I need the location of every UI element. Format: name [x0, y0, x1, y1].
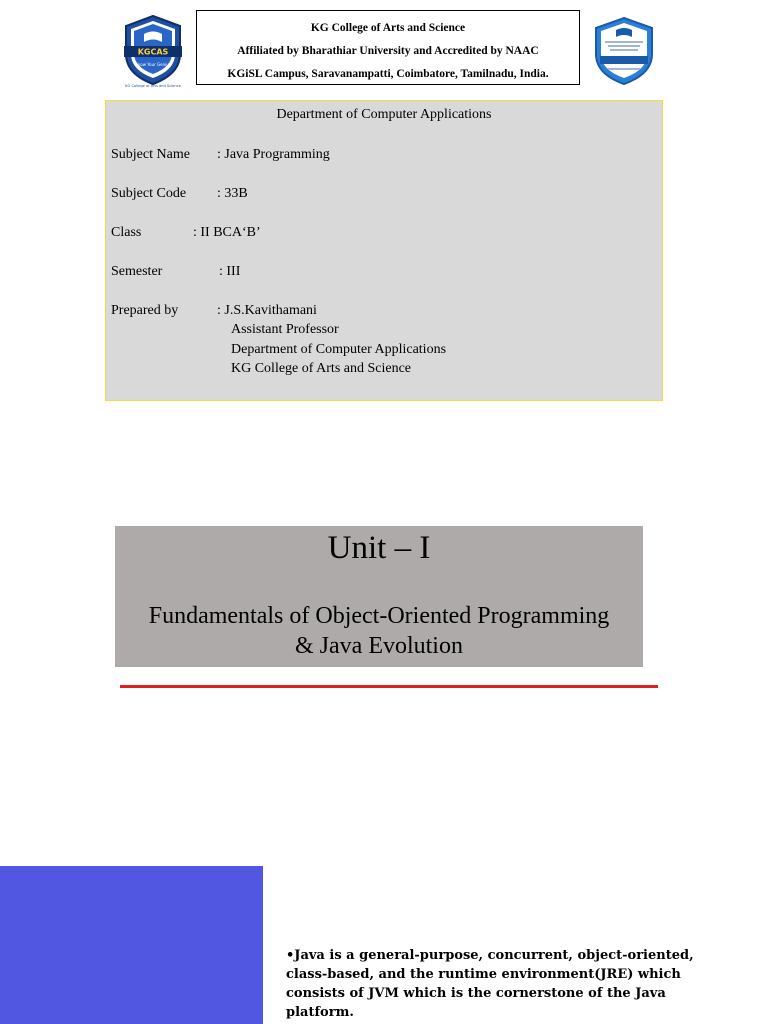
- semester-label: Semester: [111, 264, 163, 279]
- unit-subtitle-line1: Fundamentals of Object-Oriented Programming: [148, 603, 610, 629]
- college-name: KG College of Arts and Science: [310, 22, 466, 34]
- department-heading: Department of Computer Applications: [276, 107, 492, 122]
- college-logo-left: [118, 14, 188, 88]
- logo-left-tagline: Know Your Genius: [135, 62, 171, 67]
- divider-rule: [120, 685, 658, 688]
- class-label: Class: [111, 225, 142, 240]
- prepared-by-department: Department of Computer Applications: [231, 342, 447, 357]
- course-info-panel: [105, 100, 663, 401]
- unit-banner: [115, 526, 643, 667]
- college-affiliation: Affiliated by Bharathiar University and Accredited by NAAC: [237, 45, 539, 57]
- prepared-by-college: KG College of Arts and Science: [231, 361, 412, 376]
- subject-code-value: : 33B: [217, 186, 248, 201]
- subject-name-value: : Java Programming: [217, 147, 330, 162]
- class-value: : II BCA‘B’: [193, 225, 261, 240]
- semester-value: : III: [219, 264, 241, 279]
- college-header-box: [196, 10, 580, 85]
- blue-decorative-block: [0, 866, 263, 1024]
- logo-left-text: KGCAS: [137, 47, 169, 57]
- prepared-by-designation: Assistant Professor: [231, 322, 339, 337]
- logo-left-caption: KG College of Arts and Science: [125, 84, 181, 88]
- prepared-by-name: : J.S.Kavithamani: [217, 303, 317, 318]
- unit-title: Unit – I: [327, 530, 431, 566]
- college-logo-right: [590, 16, 658, 86]
- java-intro-paragraph: •Java is a general-purpose, concurrent, object-oriented, class-based, and the runtime environment(JRE) which consists of JVM which is the cornerstone of the Java platform.: [286, 948, 694, 1020]
- unit-subtitle-line2: & Java Evolution: [295, 633, 463, 659]
- subject-name-label: Subject Name: [111, 147, 190, 162]
- prepared-by-label: Prepared by: [111, 303, 179, 318]
- college-address: KGiSL Campus, Saravanampatti, Coimbatore, Tamilnadu, India.: [227, 68, 549, 80]
- subject-code-label: Subject Code: [111, 186, 187, 201]
